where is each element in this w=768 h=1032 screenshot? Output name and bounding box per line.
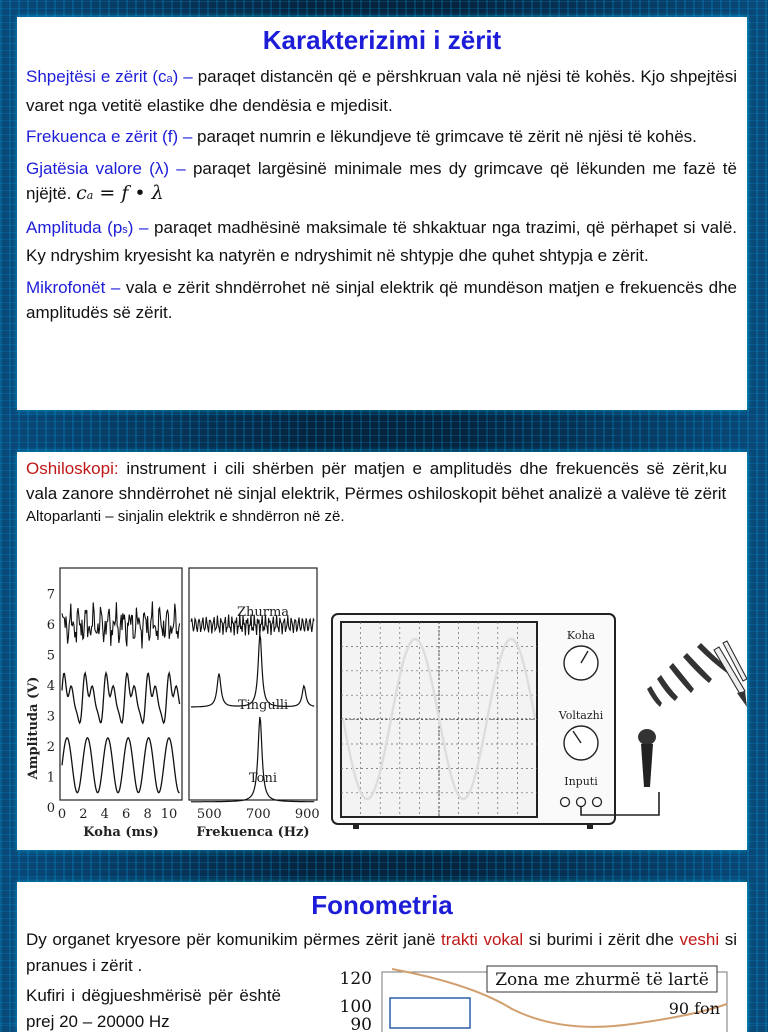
label-noise: Zhurma (236, 605, 290, 620)
scope-voltage-label: Voltazhi (558, 709, 604, 722)
definition-text: paraqet largësinë minimale mes dy grimcave që lëkunden me fazë të njëjtë. (26, 158, 737, 203)
sound-spectrum (191, 634, 314, 707)
tone-spectrum (191, 717, 314, 802)
term-frequency: Frekuenca e zërit (f) – (26, 127, 193, 146)
definition-wavelength (26, 156, 737, 209)
scope-time-label: Koha (566, 629, 596, 642)
wavelength-formula: ca = f • λ (76, 182, 164, 204)
y-tick: 120 (339, 969, 372, 989)
oscilloscope-paragraph (26, 456, 727, 506)
definition-frequency (26, 124, 737, 150)
hearing-range-text: Kufiri i dëgjueshmërisë për është prej 20 – 20000 Hz (26, 986, 281, 1031)
x-tick: 700 (245, 807, 271, 822)
definition-text: paraqet distancën që e përshkruan vala në njësi të kohës. Kjo shpejtësi varet nga vetitë elastike dhe dendësia e mjedisit. (26, 67, 737, 115)
x-tick: 8 (143, 807, 152, 822)
figure-ylabel: Amplituda (V) (26, 676, 41, 780)
scope-input-label: Inputi (564, 775, 598, 788)
section-oscilloscope-panel (17, 452, 747, 850)
y-tick: 7 (46, 587, 55, 603)
y-tick: 4 (46, 678, 55, 694)
phonometry-paragraph: Dy organet kryesore për komunikim përmes zërit janë trakti vokal si burimi i zërit dhe veshi si pranues i zërit . (26, 930, 737, 975)
speaker-note: Altoparlanti – sinjalin elektrik e shndërron në zë. (26, 508, 345, 525)
x-tick: 500 (196, 807, 222, 822)
term-microphones: Mikrofonët – (26, 277, 121, 297)
x-tick: 900 (294, 807, 320, 822)
oscilloscope-illustration (329, 607, 747, 842)
tone-waveform (62, 738, 180, 793)
noise-waveform (62, 601, 180, 648)
x-tick: 0 (57, 807, 67, 822)
term-amplitude: Amplituda (ps) – (26, 217, 149, 237)
zone-label: Zona me zhurmë të lartë (495, 970, 709, 990)
label-sound: Tingulli (237, 698, 289, 713)
y-tick: 3 (46, 709, 55, 725)
input-jack-icon[interactable] (577, 798, 586, 807)
fon-label: 90 fon (668, 999, 720, 1018)
sound-waveform (62, 673, 180, 723)
y-tick: 100 (339, 997, 372, 1017)
definition-text: paraqet madhësinë maksimale të shkaktuar nga trazimi, që përhapet si valë. Ky ndryshim kryesisht ka natyrën e ndryshimit në shtypje dhe quhet shtypja e zërit. (26, 217, 737, 265)
term-ear: veshi (679, 930, 720, 949)
y-tick: 1 (46, 770, 55, 786)
tuning-fork-icon (714, 641, 747, 707)
section-characterization-panel (17, 17, 747, 410)
microphone-icon (638, 729, 656, 787)
oscilloscope-text: instrument i cili shërben për matjen e amplitudës dhe frekuencës së zërit,ku vala zanore shndërrohet në sinjal elektrik, Përmes oshiloskopit bëhet analizë a valëve të zërit (26, 459, 728, 503)
definition-text: paraqet numrin e lëkundjeve të grimcave të zërit në njësi të kohës. (197, 127, 697, 146)
frequency-plot-frame (189, 568, 317, 800)
y-tick: 6 (46, 617, 55, 633)
y-tick: 90 (350, 1015, 372, 1032)
term-vocal-tract: trakti vokal (441, 930, 524, 949)
term-oscilloscope: Oshiloskopi: (26, 459, 119, 478)
y-tick: 2 (46, 739, 55, 755)
definition-microphones (26, 275, 737, 326)
y-tick: 5 (46, 648, 55, 664)
definition-text: vala e zërit shndërrohet në sinjal elektrik që mundëson matjen e frekuencës dhe amplitudës së zërit. (26, 277, 737, 322)
definition-speed (26, 64, 737, 118)
x-tick: 10 (160, 807, 178, 822)
definition-amplitude (26, 215, 737, 269)
x-tick: 6 (122, 807, 131, 822)
x-tick: 2 (79, 807, 88, 822)
section-title: Fonometria (311, 890, 453, 920)
waveform-figure (17, 560, 327, 850)
y-tick: 0 (46, 801, 55, 816)
section-phonometry-panel (17, 882, 747, 1032)
label-tone: Toni (248, 771, 278, 786)
loudness-chart (332, 964, 742, 1032)
input-jack-icon[interactable] (561, 798, 570, 807)
term-wavelength: Gjatësia valore (λ) – (26, 158, 186, 178)
frequency-axis-label: Frekuenca (Hz) (196, 825, 310, 840)
time-axis-label: Koha (ms) (83, 825, 159, 840)
section-title: Karakterizimi i zërit (262, 25, 502, 55)
ground-jack-icon[interactable] (593, 798, 602, 807)
term-speed: Shpejtësi e zërit (ca) – (26, 67, 193, 86)
x-tick: 4 (100, 807, 109, 822)
